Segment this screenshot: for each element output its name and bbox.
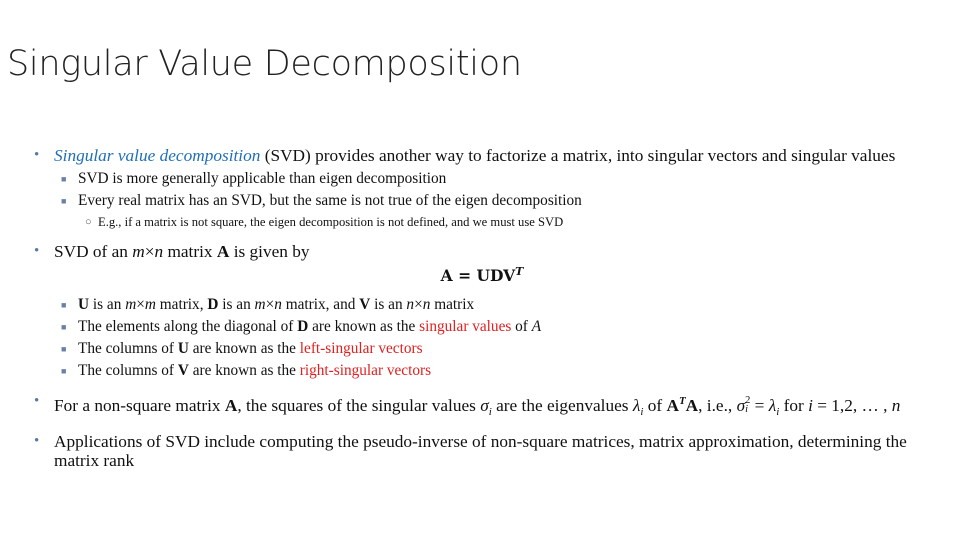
svd-term: Singular value decomposition: [54, 146, 261, 165]
text-run: is an: [218, 296, 255, 314]
text-run: matrix: [430, 296, 475, 314]
math-equals: =: [750, 395, 769, 415]
bullet-dot-icon: •: [34, 147, 40, 163]
text-run: is an: [370, 296, 407, 314]
text-run: , i.e.,: [698, 395, 737, 415]
text-run: is an: [89, 296, 126, 314]
math-i: i: [808, 395, 813, 415]
sub-sub-bullet-example: [0, 212, 960, 232]
math-m: m: [254, 296, 266, 314]
slide-content: [0, 146, 960, 470]
square-bullet-icon: ■: [61, 366, 67, 377]
math-m: m: [125, 296, 137, 314]
formula-transpose: T: [515, 265, 524, 278]
text-run: The elements along the diagonal of: [78, 318, 298, 336]
math-transpose: T: [678, 395, 686, 408]
math-bold-a: A: [685, 395, 699, 415]
math-bold-d: D: [297, 318, 309, 336]
text-run: are the eigenvalues: [491, 395, 633, 415]
math-bold-a: A: [666, 395, 679, 415]
math-times: ×: [136, 296, 145, 314]
text-run: are known as the: [188, 362, 300, 380]
bullet-non-square: [0, 392, 932, 422]
bullet-applications: [0, 432, 932, 470]
math-bold-u: U: [177, 340, 189, 358]
math-sup-2: 2: [745, 394, 751, 406]
bullet-dot-icon: •: [34, 433, 40, 450]
text-run: The columns of: [78, 362, 178, 380]
highlight-right-singular: right-singular vectors: [299, 362, 432, 380]
sub-bullet-applicable: [0, 168, 960, 190]
math-bold-a: A: [216, 242, 230, 261]
math-n: n: [422, 296, 431, 314]
square-bullet-icon: ■: [61, 300, 67, 311]
slide-title: Singular Value Decomposition: [7, 44, 522, 84]
math-n: n: [406, 296, 415, 314]
applications-text: Applications of SVD include computing the pseudo-inverse of non-square matrices, matrix approximation, determining the matrix rank: [54, 432, 907, 471]
text-run: of: [511, 318, 532, 336]
math-a: A: [531, 318, 542, 336]
bullet-svd-formula: [0, 242, 932, 261]
math-m: m: [132, 242, 145, 261]
math-n: n: [154, 242, 164, 261]
sub-bullet-left-singular: [0, 338, 960, 360]
text-run: SVD of an: [54, 242, 133, 261]
math-bold-d: D: [207, 296, 219, 314]
math-m: m: [144, 296, 156, 314]
highlight-left-singular: left-singular vectors: [299, 340, 423, 358]
math-sub-i: i: [640, 406, 644, 419]
math-bold-a: A: [224, 395, 238, 415]
text-run: For a non-square matrix: [54, 395, 225, 415]
math-times: ×: [265, 296, 275, 314]
math-sub-i: i: [745, 403, 749, 415]
svd-definition-text: (SVD) provides another way to factorize a matrix, into singular vectors and singular values: [260, 146, 896, 165]
text-run: of: [643, 395, 667, 415]
text-run: are known as the: [308, 318, 420, 336]
sub-bullet-text: Every real matrix has an SVD, but the same is not true of the eigen decomposition: [78, 192, 582, 209]
circle-bullet-icon: ○: [85, 216, 92, 228]
math-times: ×: [144, 242, 155, 261]
math-sigma: σ: [480, 395, 489, 415]
square-bullet-icon: ■: [61, 196, 67, 206]
text-run: The columns of: [78, 340, 178, 358]
math-lambda: λ: [632, 395, 641, 415]
formula-main: A = UDV: [440, 266, 516, 286]
text-run: matrix: [163, 242, 217, 261]
sub-bullet-real-matrix: [0, 190, 960, 212]
math-bold-v: V: [177, 362, 189, 380]
sub-bullet-right-singular: [0, 360, 960, 382]
text-run: matrix, and: [281, 296, 360, 314]
text-run: is given by: [229, 242, 310, 261]
square-bullet-icon: ■: [61, 344, 67, 355]
square-bullet-icon: ■: [61, 322, 67, 333]
text-run: , the squares of the singular values: [237, 395, 481, 415]
sub-bullet-text: SVD is more generally applicable than eigen decomposition: [78, 170, 447, 187]
sub-bullet-singular-values: [0, 316, 960, 338]
math-lambda: λ: [768, 395, 777, 415]
math-sigma: σ: [736, 395, 746, 415]
svd-formula: [0, 262, 960, 286]
math-n: n: [891, 395, 901, 415]
math-sub-i: i: [776, 406, 780, 419]
text-run: matrix,: [155, 296, 208, 314]
math-bold-v: V: [359, 296, 371, 314]
square-bullet-icon: ■: [61, 174, 67, 184]
sub-bullet-matrix-dims: [0, 294, 960, 316]
text-run: are known as the: [188, 340, 300, 358]
math-sub-i: i: [488, 406, 492, 419]
bullet-svd-definition: [0, 146, 932, 165]
sub-sub-bullet-text: E.g., if a matrix is not square, the eigen decomposition is not defined, and we must use SVD: [98, 215, 564, 229]
bullet-dot-icon: •: [34, 243, 40, 259]
bullet-dot-icon: •: [34, 393, 40, 410]
highlight-singular-values: singular values: [419, 318, 512, 336]
text-run: for: [779, 395, 809, 415]
math-n: n: [274, 296, 282, 314]
math-bold-u: U: [78, 296, 90, 314]
math-range: = 1,2, … ,: [812, 395, 892, 415]
math-times: ×: [414, 296, 423, 314]
